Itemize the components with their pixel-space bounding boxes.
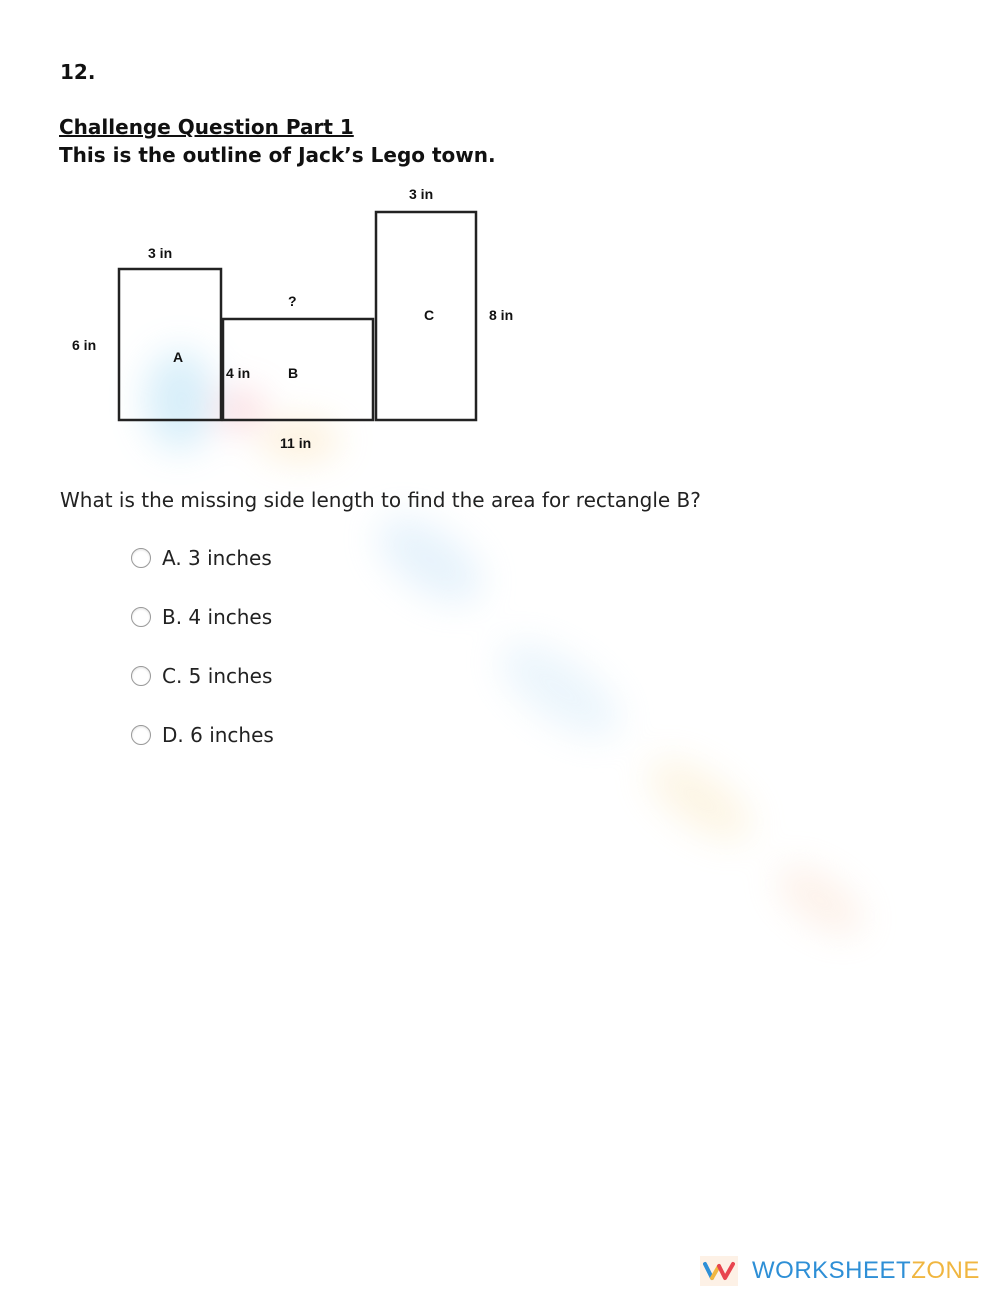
radio-button[interactable] <box>131 607 151 627</box>
option-d[interactable] <box>131 723 274 747</box>
rectangle-a <box>119 269 221 420</box>
option-label: D. 6 inches <box>162 723 274 747</box>
worksheetzone-logo <box>700 1256 980 1286</box>
radio-button[interactable] <box>131 725 151 745</box>
rect-c-side-label: 8 in <box>489 307 514 323</box>
rect-a-top-label: 3 in <box>148 245 173 261</box>
option-label: B. 4 inches <box>162 605 273 629</box>
rectangle-c <box>376 212 476 420</box>
w-logo-icon <box>700 1256 738 1286</box>
rect-a-name: A <box>173 349 184 365</box>
radio-button[interactable] <box>131 548 151 568</box>
rect-b-name: B <box>288 365 299 381</box>
brand-name: WORKSHEETZONE <box>752 1257 980 1284</box>
rect-a-side-label: 6 in <box>72 337 97 353</box>
option-b[interactable] <box>131 605 272 629</box>
option-label: C. 5 inches <box>162 664 273 688</box>
option-label: A. 3 inches <box>162 546 272 570</box>
rectangle-b <box>223 319 373 420</box>
option-c[interactable] <box>131 664 272 688</box>
question-text: What is the missing side length to find the area for rectangle B? <box>60 488 701 512</box>
rect-b-side-label: 4 in <box>226 365 251 381</box>
rect-b-top-label: ? <box>288 293 297 309</box>
rect-c-top-label: 3 in <box>409 186 434 202</box>
radio-button[interactable] <box>131 666 151 686</box>
lego-town-diagram <box>0 0 1000 470</box>
option-a[interactable] <box>131 546 272 570</box>
question-number: 12. <box>60 60 96 84</box>
bottom-length-label: 11 in <box>280 435 312 451</box>
rect-c-name: C <box>424 307 435 323</box>
challenge-subtitle: This is the outline of Jack’s Lego town. <box>59 143 496 167</box>
challenge-title: Challenge Question Part 1 <box>59 115 354 139</box>
